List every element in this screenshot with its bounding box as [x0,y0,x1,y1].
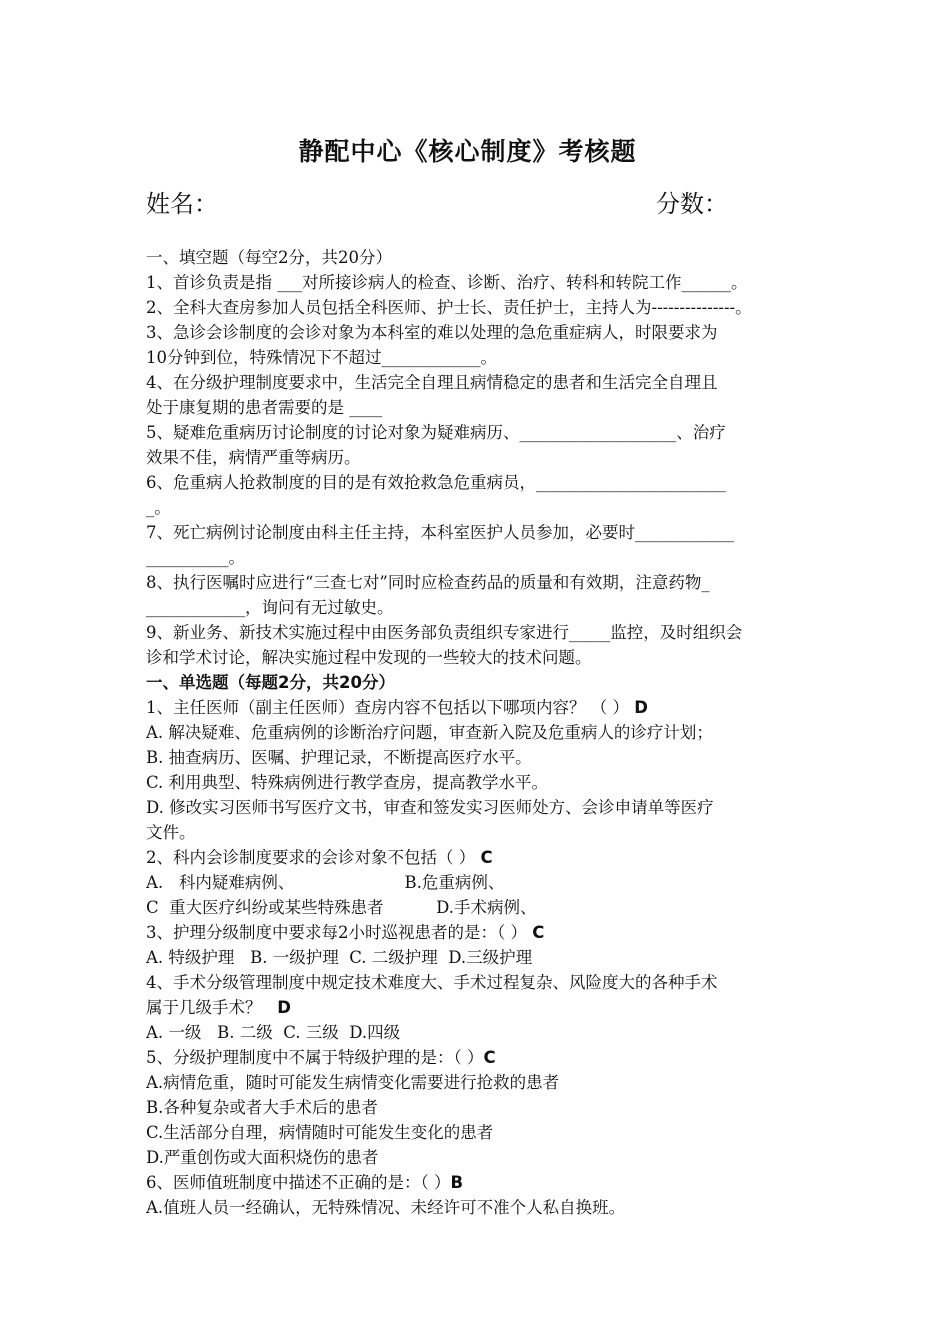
option: A.值班人员一经确认，无特殊情况、未经许可不准个人私自换班。 [146,1198,626,1217]
exam-content [146,245,810,1220]
option: B.各种复杂或者大手术后的患者 [146,1098,378,1117]
document-title: 静配中心《核心制度》考核题 [298,137,637,166]
fill-in-line: 8、执行医嘱时应进行“三查七对”同时应检查药品的质量和有效期，注意药物_ [146,573,710,592]
option: A. 科内疑难病例、 B.危重病例、 [146,873,505,892]
fill-in-line: 4、在分级护理制度要求中，生活完全自理且病情稳定的患者和生活完全自理且 [146,373,718,392]
option: A.病情危重，随时可能发生病情变化需要进行抢救的患者 [146,1073,560,1092]
answer-key: B [450,1173,464,1192]
fill-in-line: 5、疑难危重病历讨论制度的讨论对象为疑难病历、___________________、治疗 [146,423,726,442]
section-heading-single-choice: 一、单选题（每题2分，共20分） [146,673,395,692]
fill-in-line: __________。 [146,548,245,567]
fill-in-line: 处于康复期的患者需要的是 ____ [146,398,383,417]
answer-key: C [483,1048,496,1067]
score-label: 分数： [656,190,728,218]
fill-in-line: 6、危重病人抢救制度的目的是有效抢救急危重病员，_______________________ [146,473,726,492]
fill-in-line: 效果不佳，病情严重等病历。 [146,448,361,467]
fill-in-line: _。 [146,498,171,517]
fill-in-line: 9、新业务、新技术实施过程中由医务部负责组织专家进行_____监控，及时组织会 [146,623,743,642]
question-stem: 属于几级手术？ D [146,998,291,1017]
option: 文件。 [146,823,196,842]
fill-in-line: 10分钟到位，特殊情况下不超过____________。 [146,348,497,367]
fill-in-line: 2、全科大查房参加人员包括全科医师、护士长、责任护士，主持人为---------------。 [146,298,752,317]
option: C.生活部分自理，病情随时可能发生变化的患者 [146,1123,494,1142]
option: C. 利用典型、特殊病例进行教学查房，提高教学水平。 [146,773,549,792]
name-score-row [146,184,806,219]
fill-in-line: 3、急诊会诊制度的会诊对象为本科室的难以处理的急危重症病人，时限要求为 [146,323,718,342]
option: D.严重创伤或大面积烧伤的患者 [146,1148,379,1167]
fill-in-line: 诊和学术讨论，解决实施过程中发现的一些较大的技术问题。 [146,648,592,667]
question-stem: 6、医师值班制度中描述不正确的是：（ ）B [146,1173,464,1192]
fill-in-line: 7、死亡病例讨论制度由科主任主持，本科室医护人员参加，必要时____________ [146,523,734,542]
answer-key: C [480,848,493,867]
option: A. 解决疑难、危重病例的诊断治疗问题，审查新入院及危重病人的诊疗计划； [146,723,713,742]
answer-key: D [277,998,291,1017]
name-label: 姓名： [146,190,218,218]
question-stem: 5、分级护理制度中不属于特级护理的是：（ ）C [146,1048,496,1067]
answer-key: C [532,923,545,942]
option: B. 抽查病历、医嘱、护理记录，不断提高医疗水平。 [146,748,532,767]
option: C 重大医疗纠纷或某些特殊患者 D.手术病例、 [146,898,537,917]
fill-in-line: 1、首诊负责是指 ___对所接诊病人的检查、诊断、治疗、转科和转院工作______。 [146,273,748,292]
question-stem: 4、手术分级管理制度中规定技术难度大、手术过程复杂、风险度大的各种手术 [146,973,718,992]
option: A. 一级 B. 二级 C. 三级 D.四级 [146,1023,401,1042]
question-stem: 3、护理分级制度中要求每2小时巡视患者的是：（ ） C [146,923,545,942]
answer-key: D [634,698,648,717]
option: A. 特级护理 B. 一级护理 C. 二级护理 D.三级护理 [146,948,533,967]
section-heading-fill-in: 一、填空题（每空2分，共20分） [146,248,392,267]
option: D. 修改实习医师书写医疗文书，审查和签发实习医师处方、会诊申请单等医疗 [146,798,714,817]
fill-in-line: ____________，询问有无过敏史。 [146,598,394,617]
question-stem: 2、科内会诊制度要求的会诊对象不包括（ ） C [146,848,493,867]
question-stem: 1、主任医师（副主任医师）查房内容不包括以下哪项内容？ （ ） D [146,698,648,717]
